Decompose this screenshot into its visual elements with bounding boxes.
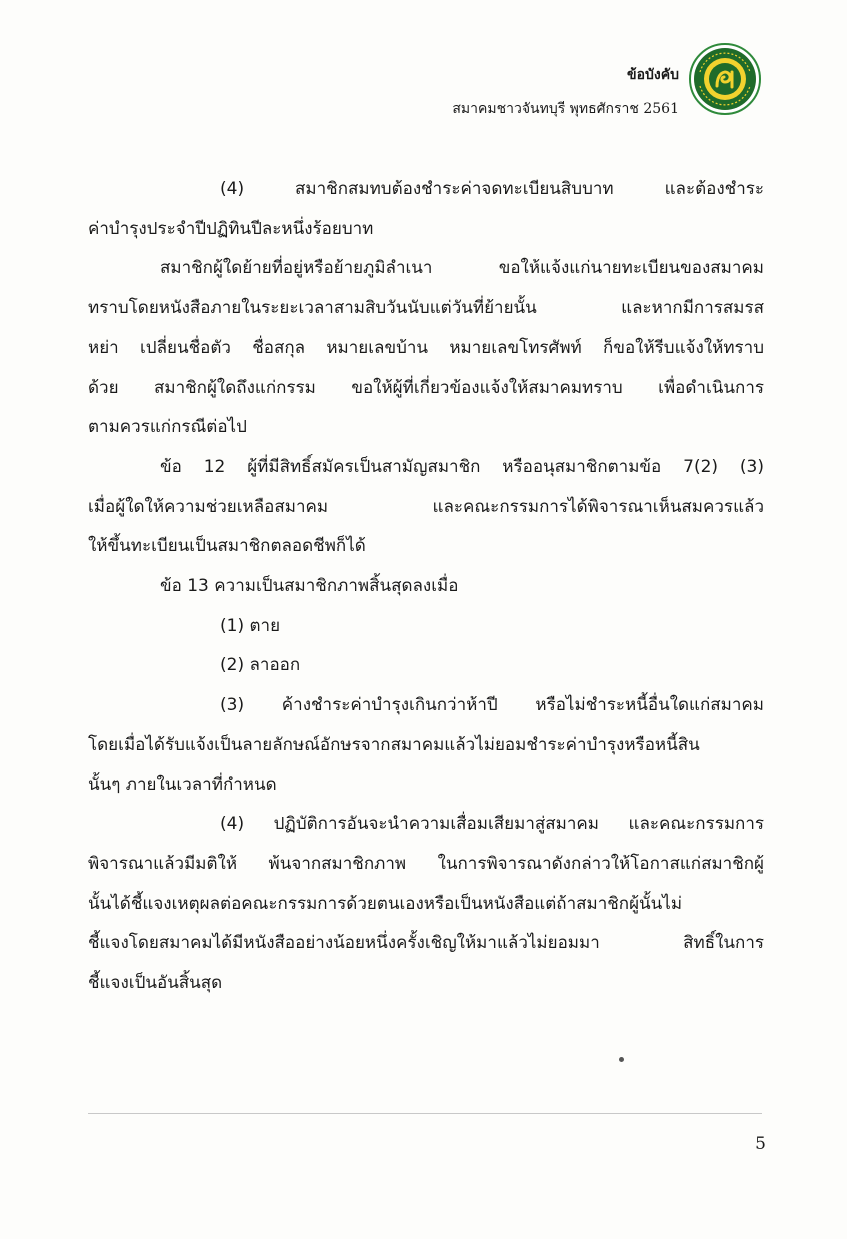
body-line: นั้นๆ ภายในเวลาที่กำหนด [88, 774, 277, 795]
body-line: ข้อ 12 ผู้ที่มีสิทธิ์สมัครเป็นสามัญสมาชิก หรืออนุสมาชิกตามข้อ 7(2) (3) [160, 456, 764, 477]
body-line: (4) สมาชิกสมทบต้องชำระค่าจดทะเบียนสิบบาท และต้องชำระ [220, 179, 764, 199]
page-header [452, 58, 679, 126]
association-emblem-icon [688, 42, 762, 116]
body-line: (2) ลาออก [220, 655, 301, 676]
body-line: (4) ปฏิบัติการอันจะนำความเสื่อมเสียมาสู่สมาคม และคณะกรรมการ [220, 814, 764, 835]
body-line: ชี้แจงโดยสมาคมได้มีหนังสืออย่างน้อยหนึ่งครั้งเชิญให้มาแล้วไม่ยอมมา สิทธิ์ในการ [88, 933, 764, 954]
footer-divider [88, 1113, 762, 1114]
document-title: ข้อบังคับ [627, 67, 679, 83]
body-line: ตามควรแก่กรณีต่อไป [88, 417, 247, 438]
body-line: ข้อ 13 ความเป็นสมาชิกภาพสิ้นสุดลงเมื่อ [160, 576, 459, 597]
body-line: เมื่อผู้ใดให้ความช่วยเหลือสมาคม และคณะกรรมการได้พิจารณาเห็นสมควรแล้ว [88, 496, 764, 517]
document-body [88, 170, 764, 1004]
body-line: สมาชิกผู้ใดย้ายที่อยู่หรือย้ายภูมิลำเนา ขอให้แจ้งแก่นายทะเบียนของสมาคม [160, 258, 764, 279]
body-line: ทราบโดยหนังสือภายในระยะเวลาสามสิบวันนับแต่วันที่ย้ายนั้น และหากมีการสมรส [88, 298, 764, 319]
body-line: นั้นได้ชี้แจงเหตุผลต่อคณะกรรมการด้วยตนเองหรือเป็นหนังสือแต่ถ้าสมาชิกผู้นั้นไม่ [88, 893, 683, 914]
scan-speck [619, 1057, 624, 1062]
body-line: ให้ขึ้นทะเบียนเป็นสมาชิกตลอดชีพก็ได้ [88, 536, 366, 557]
body-line: หย่า เปลี่ยนชื่อตัว ชื่อสกุล หมายเลขบ้าน หมายเลขโทรศัพท์ ก็ขอให้รีบแจ้งให้ทราบ [88, 337, 764, 358]
body-line: โดยเมื่อได้รับแจ้งเป็นลายลักษณ์อักษรจากสมาคมแล้วไม่ยอมชำระค่าบำรุงหรือหนี้สิน [88, 734, 700, 755]
body-line: พิจารณาแล้วมีมติให้ พ้นจากสมาชิกภาพ ในการพิจารณาดังกล่าวให้โอกาสแก่สมาชิกผู้ [88, 853, 764, 874]
body-line: ด้วย สมาชิกผู้ใดถึงแก่กรรม ขอให้ผู้ที่เกี่ยวข้องแจ้งให้สมาคมทราบ เพื่อดำเนินการ [88, 377, 764, 398]
body-line: ชี้แจงเป็นอันสิ้นสุด [88, 973, 223, 994]
body-line: (1) ตาย [220, 615, 281, 636]
body-line: ค่าบำรุงประจำปีปฏิทินปีละหนึ่งร้อยบาท [88, 218, 374, 239]
body-line: (3) ค้างชำระค่าบำรุงเกินกว่าห้าปี หรือไม่ชำระหนี้อื่นใดแก่สมาคม [220, 695, 764, 716]
page-number: 5 [755, 1134, 766, 1154]
document-subtitle: สมาคมชาวจันทบุรี พุทธศักราช 2561 [452, 101, 679, 117]
